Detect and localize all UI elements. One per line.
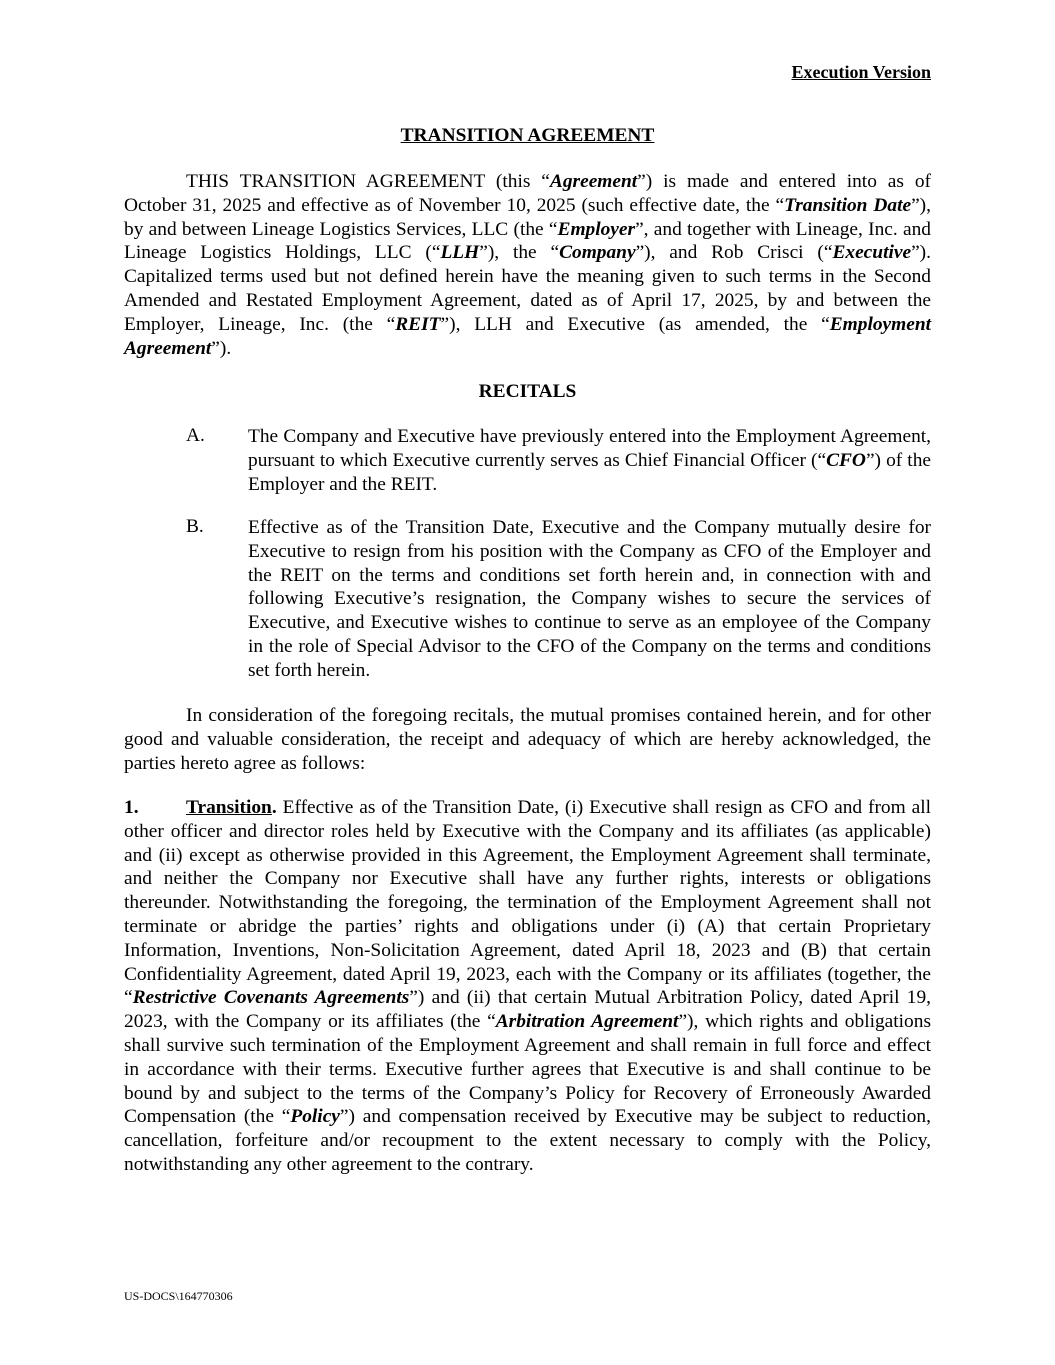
document-title: TRANSITION AGREEMENT <box>400 125 655 146</box>
recital-a-label: A. <box>186 425 205 446</box>
footer-doc-id: US-DOCS\164770306 <box>124 1289 233 1303</box>
section-1-heading: Transition <box>186 797 272 818</box>
recital-b-text: Effective as of the Transition Date, Executive and the Company mutually desire for Executive to resign from his position with the Company as CFO of the Employer and the REIT on the terms and conditions set forth herein and, in connection with and following Executive’s resignation, the Company wishes to secure the services of Executive, and Executive wishes to continue to serve as an employee of the Company in the role of Special Advisor to the CFO of the Company on the terms and conditions set forth herein. <box>248 517 931 681</box>
term-cfo: CFO <box>826 449 866 471</box>
term-reit: REIT <box>395 313 441 335</box>
term-transition-date: Transition Date <box>784 194 912 216</box>
term-llh: LLH <box>440 242 480 264</box>
execution-version-label: Execution Version <box>791 62 931 82</box>
recital-a <box>186 425 931 496</box>
term-restrictive-covenants: Restrictive Covenants Agreements <box>132 987 410 1009</box>
section-1-number: 1. <box>124 797 139 818</box>
term-company: Company <box>559 242 636 264</box>
recital-a-text: The Company and Executive have previously entered into the Employment Agreement, pursuant to which Executive currently serves as Chief Financial Officer (“CFO”) of the Employer and the REIT. <box>248 426 931 495</box>
term-employment-agreement: Employment Agreement <box>124 313 931 359</box>
intro-paragraph: THIS TRANSITION AGREEMENT (this “Agreement”) is made and entered into as of October 31, 2025 and effective as of November 10, 2025 (such effective date, the “Transition Date”), by and between Lineage Logistics Services, LLC (the “Employer”, and together with Lineage, Inc. and Lineage Logistics Holdings, LLC (“LLH”), the “Company”), and Rob Crisci (“Executive”). Capitalized terms used but not defined herein have the meaning given to such terms in the Second Amended and Restated Employment Agreement, dated as of April 17, 2025, by and between the Employer, Lineage, Inc. (the “REIT”), LLH and Executive (as amended, the “Employment Agreement”). <box>124 171 932 359</box>
recitals-heading: RECITALS <box>478 381 577 402</box>
recital-b-label: B. <box>186 516 204 537</box>
term-agreement: Agreement <box>549 171 638 192</box>
consideration-paragraph: In consideration of the foregoing recitals, the mutual promises contained herein, and for other good and valuable consideration, the receipt and adequacy of which are hereby acknowledged, the parties hereto agree as follows: <box>124 705 931 774</box>
term-arbitration-agreement: Arbitration Agreement <box>495 1011 679 1033</box>
recital-b <box>186 516 931 683</box>
term-policy: Policy <box>290 1106 340 1128</box>
term-executive: Executive <box>832 242 912 264</box>
term-employer: Employer <box>557 218 636 240</box>
section-1-transition: 1. Transition. Effective as of the Transition Date, (i) Executive shall resign as CFO and from all other officer and director roles held by Executive with the Company and its affiliates (as applicable) and (ii) except as otherwise provided in this Agreement, the Employment Agreement shall terminate, and neither the Company nor Executive shall have any further rights, interests or obligations thereunder. Notwithstanding the foregoing, the termination of the Employment Agreement shall not terminate or abridge the parties’ rights and obligations under (i) (A) that certain Proprietary Information, Inventions, Non-Solicitation Agreement, dated April 18, 2023 and (B) that certain Confidentiality Agreement, dated April 19, 2023, each with the Company or its affiliates (together, the “Restrictive Covenants Agreements”) and (ii) that certain Mutual Arbitration Policy, dated April 19, 2023, with the Company or its affiliates (the “Arbitration Agreement”), which rights and obligations shall survive such termination of the Employment Agreement and shall remain in full force and effect in accordance with their terms. Executive further agrees that Executive is and shall continue to be bound by and subject to the terms of the Company’s Policy for Recovery of Erroneously Awarded Compensation (the “Policy”) and compensation received by Executive may be subject to reduction, cancellation, forfeiture and/or recoupment to the extent necessary to comply with the Policy, notwithstanding any other agreement to the contrary. <box>124 797 932 1175</box>
